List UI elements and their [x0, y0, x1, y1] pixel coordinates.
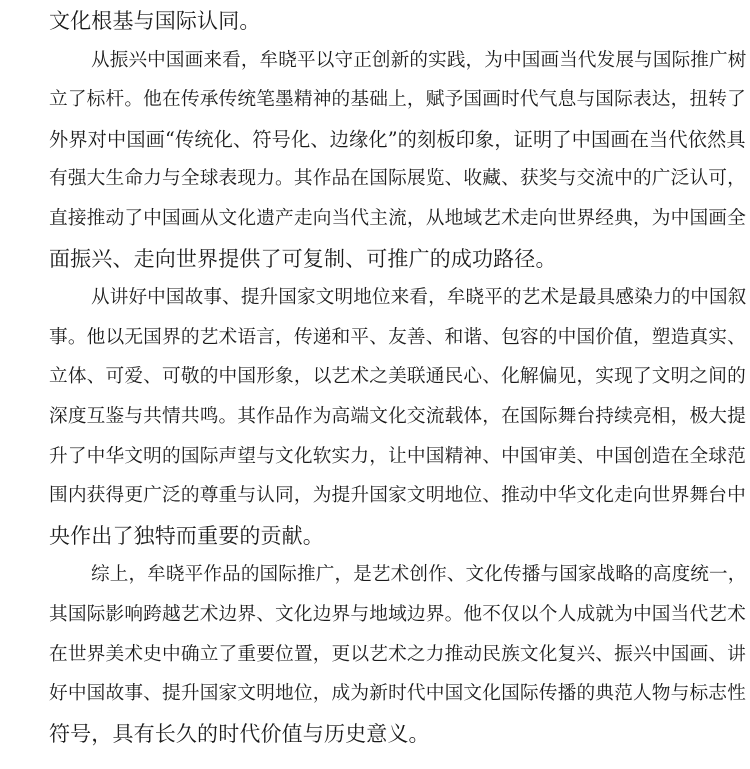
- text-line: 央作出了独特而重要的贡献。: [49, 523, 324, 548]
- text-line: 事。他以无国界的艺术语言，传递和平、友善、和谐、包容的中国价值，塑造真实、: [49, 326, 746, 348]
- text-line: 立体、可爱、可敬的中国形象，以艺术之美联通民心、化解偏见，实现了文明之间的: [49, 366, 746, 388]
- paragraph-first-line: 综上，牟晓平作品的国际推广，是艺术创作、文化传播与国家战略的高度统一，: [91, 564, 747, 586]
- text-line: 在世界美术史中确立了重要位置，更以艺术之力推动民族文化复兴、振兴中国画、讲: [49, 643, 746, 665]
- text-line: 直接推动了中国画从文化遗产走向当代主流，从地域艺术走向世界经典，为中国画全: [49, 208, 746, 229]
- text-line: 其国际影响跨越艺术边界、文化边界与地域边界。他不仅以个人成就为中国当代艺术: [49, 604, 746, 625]
- text-line: 升了中华文明的国际声望与文化软实力，让中国精神、中国审美、中国创造在全球范: [49, 445, 746, 467]
- text-line: 外界对中国画“传统化、符号化、边缘化”的刻板印象，证明了中国画在当代依然具: [49, 127, 746, 151]
- text-line: 深度互鉴与共情共鸣。其作品作为高端文化交流载体，在国际舞台持续亮相，极大提: [49, 406, 746, 427]
- paragraph-first-line: 从振兴中国画来看，牟晓平以守正创新的实践，为中国画当代发展与国际推广树: [91, 49, 747, 71]
- text-line: 好中国故事、提升国家文明地位，成为新时代中国文化国际传播的典范人物与标志性: [49, 683, 746, 705]
- paragraph-first-line: 从讲好中国故事、提升国家文明地位来看，牟晓平的艺术是最具感染力的中国叙: [91, 287, 747, 309]
- text-line: 符号，具有长久的时代价值与历史意义。: [49, 721, 430, 746]
- text-line: 面振兴、走向世界提供了可复制、可推广的成功路径。: [49, 246, 557, 271]
- text-line: 围内获得更广泛的尊重与认同，为提升国家文明地位、推动中华文化走向世界舞台中: [49, 485, 746, 507]
- text-line: 文化根基与国际认同。: [49, 9, 261, 33]
- text-line: 立了标杆。他在传承传统笔墨精神的基础上，赋予国画时代气息与国际表达，扭转了: [49, 89, 746, 111]
- text-line: 有强大生命力与全球表现力。其作品在国际展览、收藏、获奖与交流中的广泛认可，: [49, 168, 746, 190]
